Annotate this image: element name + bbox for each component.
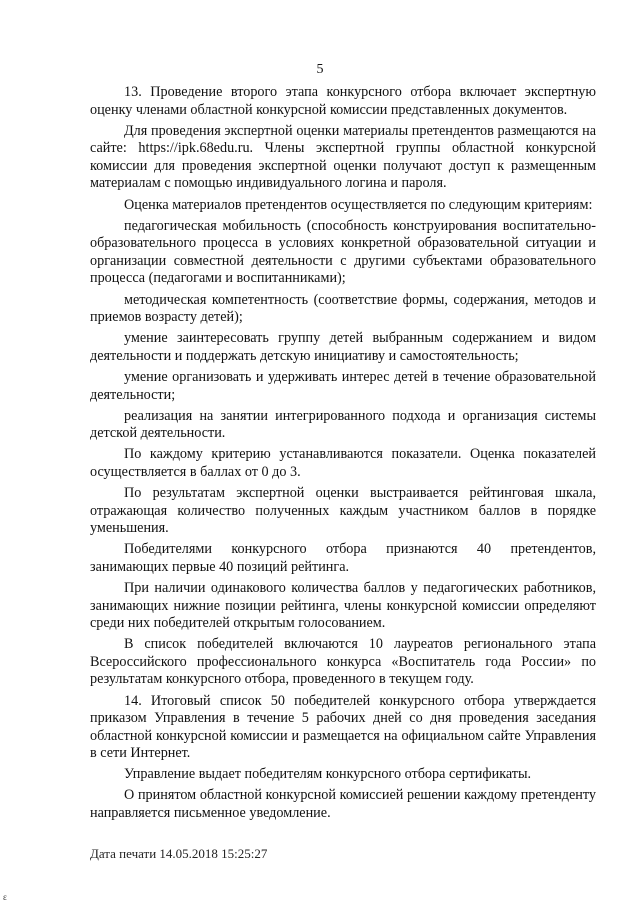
document-body (90, 84, 596, 826)
page-number: 5 (316, 62, 324, 77)
paragraph: По каждому критерию устанавливаются показатели. Оценка показателей осуществляется в баллах от 0 до 3. (90, 446, 596, 480)
paragraph: Для проведения экспертной оценки материалы претендентов размещаются на сайте: https://ipk.68edu.ru. Члены экспертной группы областной конкурсной комиссии для проведения экспертной оценки получают доступ к размещенным материалам с помощью индивидуального логина и пароля. (90, 122, 596, 192)
paragraph: О принятом областной конкурсной комиссией решении каждому претенденту направляется письменное уведомление. (90, 787, 596, 822)
criteria-item: умение заинтересовать группу детей выбранным содержанием и видом деятельности и поддержать детскую инициативу и самостоятельность; (90, 330, 596, 364)
print-date: Дата печати 14.05.2018 15:25:27 (90, 846, 268, 861)
paragraph: По результатам экспертной оценки выстраивается рейтинговая шкала, отражающая количество полученных каждым участником баллов в порядке уменьшения. (90, 484, 596, 537)
paragraph: При наличии одинакового количества баллов у педагогических работников, занимающих нижние позиции рейтинга, члены конкурсной комиссии определяют среди них победителей открытым голосованием. (90, 579, 596, 632)
criteria-item: методическая компетентность (соответствие формы, содержания, методов и приемов возрасту детей); (90, 291, 596, 326)
scan-edge-mark: ε (3, 892, 7, 902)
criteria-item: умение организовать и удерживать интерес детей в течение образовательной деятельности; (90, 368, 596, 403)
criteria-item: педагогическая мобильность (способность конструирования воспитательно-образовательного процесса в условиях конкретной образовательной ситуации и организации совместной деятельности с другими субъектами образовательного процесса (педагогами и воспитанниками); (90, 217, 596, 287)
paragraph: В список победителей включаются 10 лауреатов регионального этапа Всероссийского профессионального конкурса «Воспитатель года России» по результатам конкурсного отбора, проведенного в текущем году. (90, 636, 596, 688)
paragraph: Победителями конкурсного отбора признаются 40 претендентов, занимающих первые 40 позиций рейтинга. (90, 541, 596, 575)
paragraph: 13. Проведение второго этапа конкурсного отбора включает экспертную оценку членами областной конкурсной комиссии представленных документов. (90, 84, 596, 118)
paragraph: Управление выдает победителям конкурсного отбора сертификаты. (124, 766, 532, 783)
paragraph: 14. Итоговый список 50 победителей конкурсного отбора утверждается приказом Управления в течение 5 рабочих дней со дня проведения заседания областной конкурсной комиссии и размещается на официальном сайте Управления в сети Интернет. (90, 692, 596, 762)
paragraph: Оценка материалов претендентов осуществляется по следующим критериям: (124, 196, 593, 213)
criteria-item: реализация на занятии интегрированного подхода и организация системы детской деятельности. (90, 407, 596, 442)
